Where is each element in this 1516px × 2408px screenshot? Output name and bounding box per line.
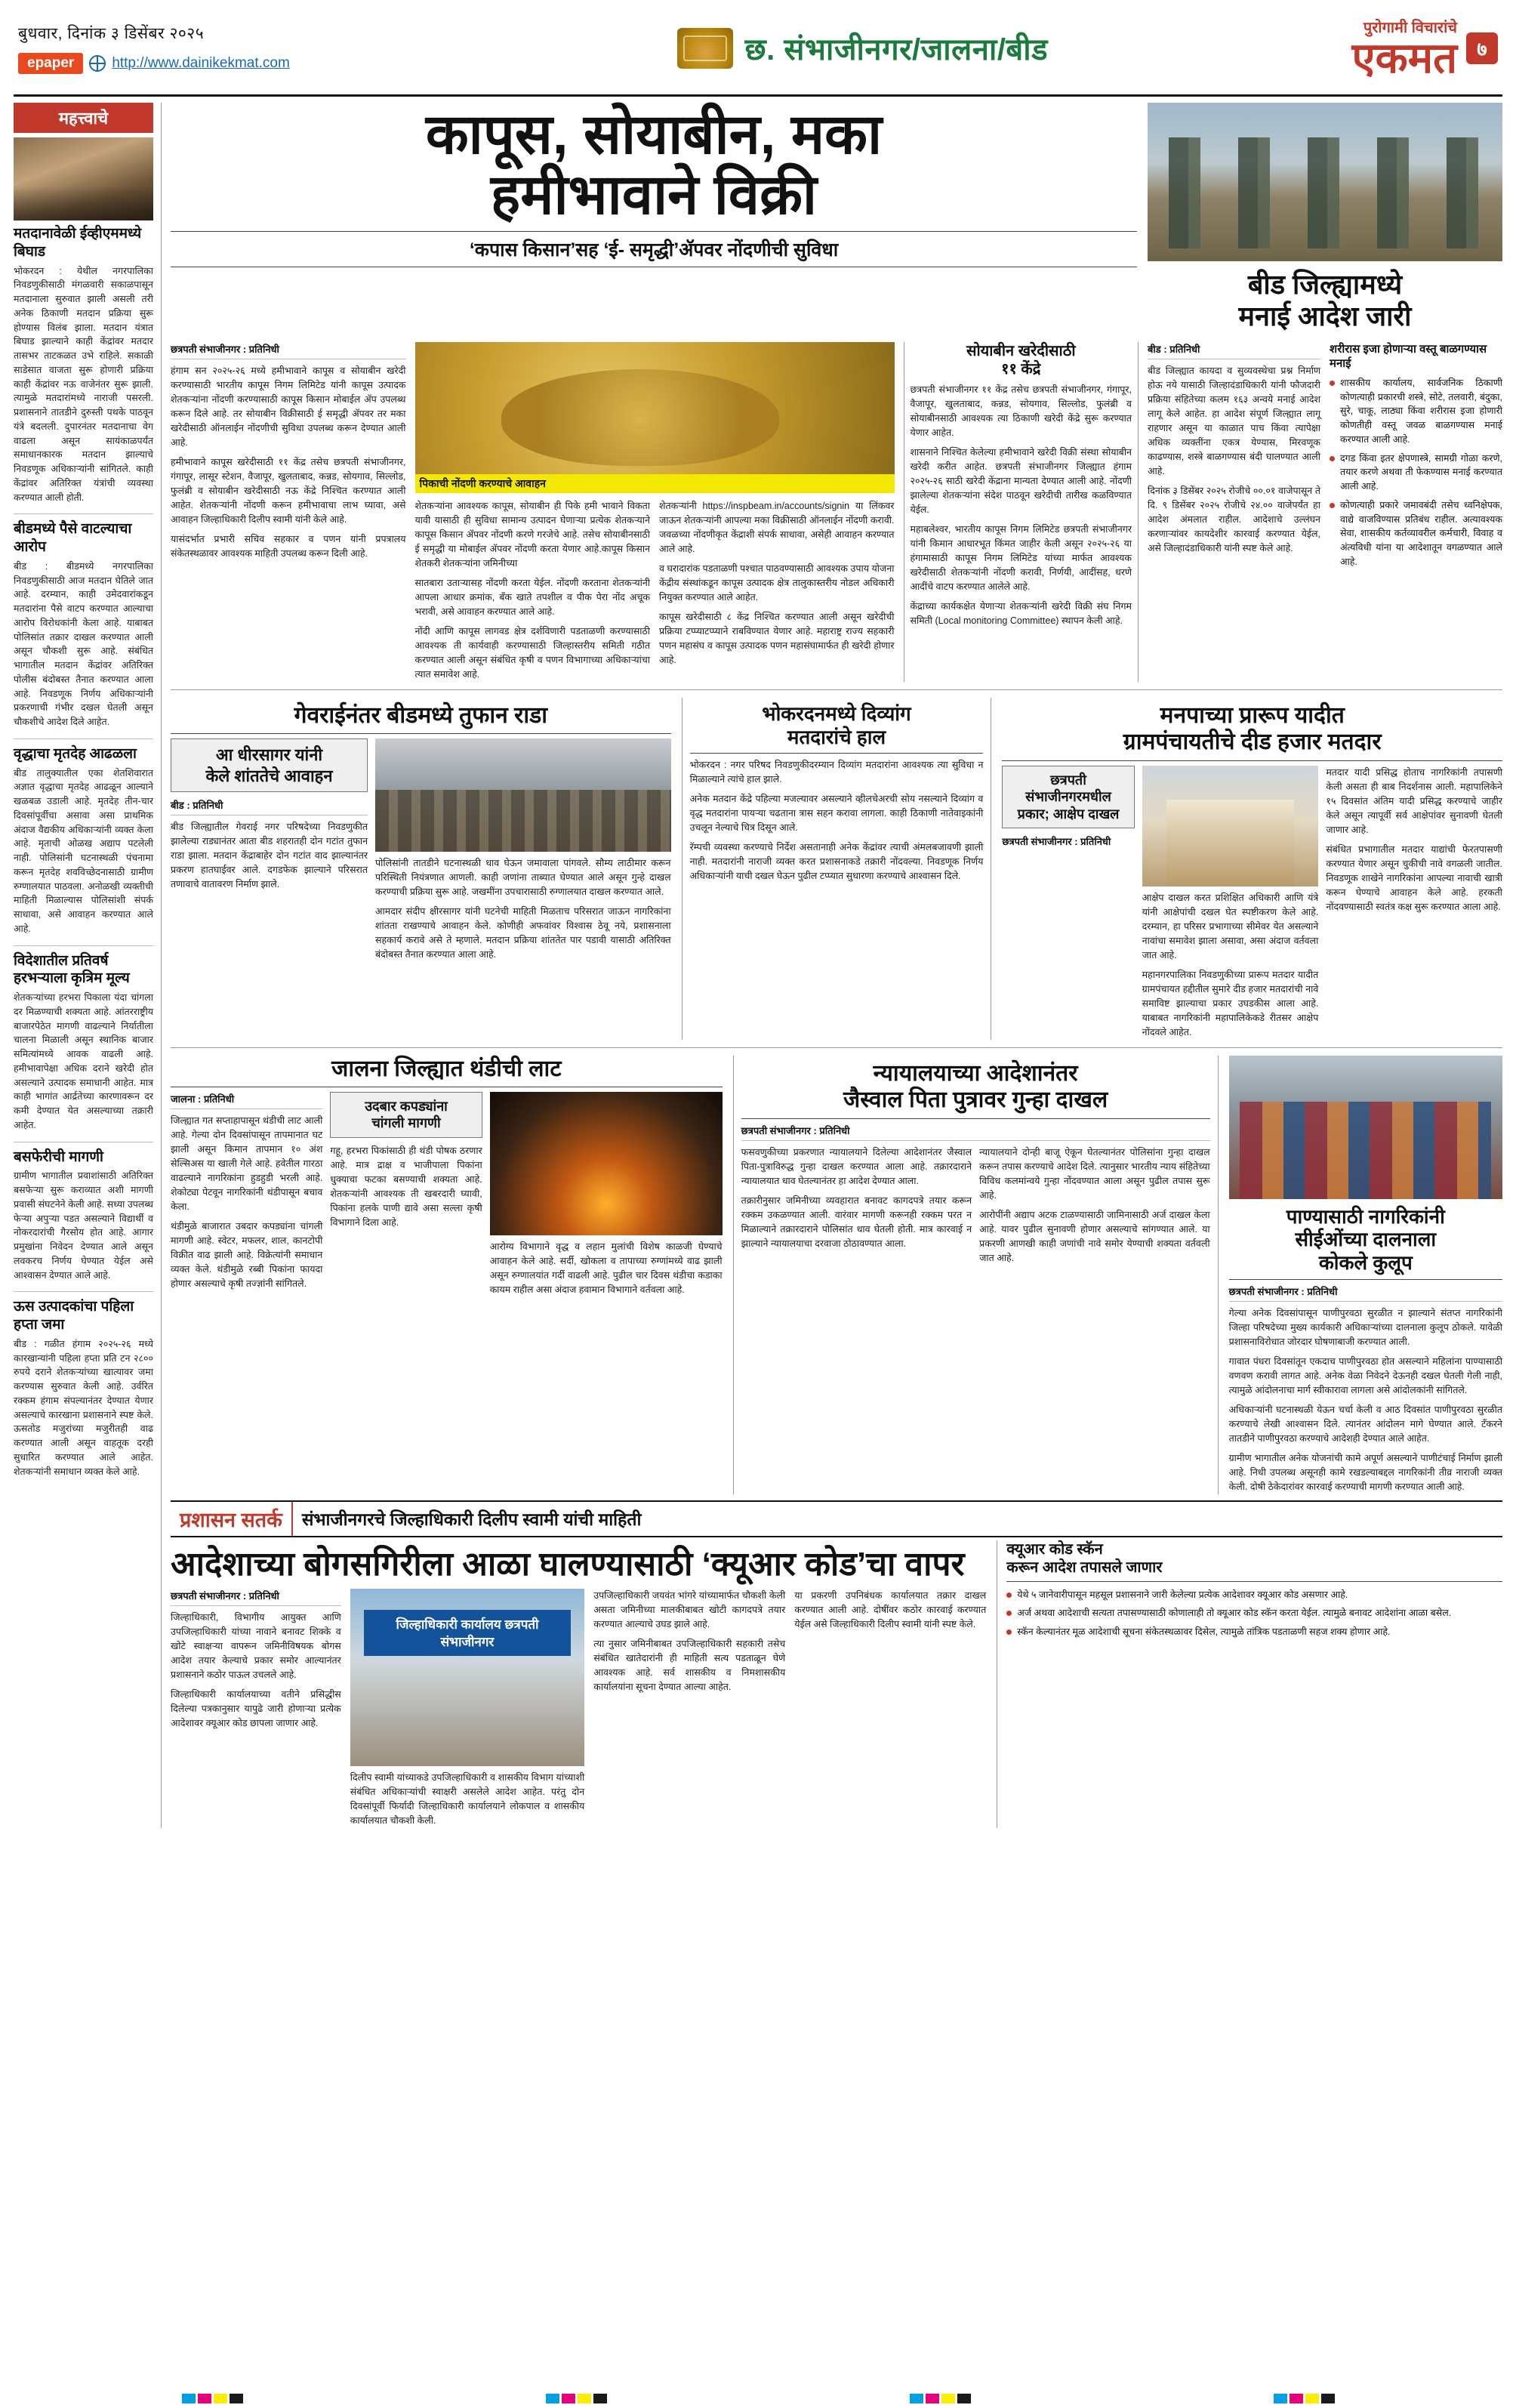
article-bhokardan — [682, 698, 992, 1040]
article-court-case — [733, 1056, 1219, 1494]
lead-col-2 — [415, 342, 895, 682]
qr-kicker-right: संभाजीनगरचे जिल्हाधिकारी दिलीप स्वामी यांची माहिती — [301, 1509, 642, 1529]
swatch-black — [230, 2394, 243, 2403]
swatch-yellow — [214, 2394, 227, 2403]
divider — [14, 513, 153, 514]
divider — [14, 1291, 153, 1292]
manpa-subbox-head — [1009, 772, 1127, 823]
lead-headline-line2: हमीभावाने विक्री — [490, 162, 818, 226]
paragraph: महानगरपालिका निवडणुकीच्या प्रारूप मतदार यादीत ग्रामपंचायत हद्दीतील सुमारे दीड हजार मतदारांची नावे समाविष्ट झाल्याचा प्रकार उघडकीस आला आहे. याबाबत नागरिकांनी महापालिकेकडे रीतसर आक्षेप नोंदवले आहेत. — [1142, 969, 1319, 1038]
qr-box-head — [1006, 1540, 1502, 1582]
bhokardan-headline — [690, 702, 984, 754]
swatch-group — [1274, 2394, 1335, 2403]
paragraph: यासंदर्भात प्रभारी सचिव सहकार व पणन यांनी प्रपत्रालय संकेतस्थळावर आवश्यक माहिती उपलब्ध करून दिली आहे. — [171, 533, 406, 559]
paragraph: सातबारा उताऱ्यासह नोंदणी करता येईल. नोंदणी करताना शेतकऱ्यांनी आपला आधार क्रमांक, बँक खाते तपशील व पीक पेरा नोंद अचूक भरावी, असे आवाहन करण्यात आले आहे. — [414, 577, 650, 617]
paragraph: छत्रपती संभाजीनगर ११ केंद्र तसेच छत्रपती संभाजीनगर, गंगापूर, वैजापूर, खुलताबाद, कन्नड, सोयगाव, सिल्लोड, फुलंब्री व सोयाबीनसाठी आवश्यक त्या ठिकाणी खरेदी केंद्रे सुरू करण्यात येणार आहेत. — [910, 384, 1132, 438]
court-byline: छत्रपती संभाजीनगर : प्रतिनिधी — [741, 1124, 850, 1136]
swatch-cyan — [910, 2394, 923, 2403]
divider — [741, 1140, 1210, 1141]
photo-caption: पिकाची नोंदणी करण्याचे आवाहन — [415, 474, 895, 493]
bhokardan-byline: भोकरदन : नगर परिषद निवडणुकीदरम्यान दिव्यांग मतदारांना आवश्यक त्या सुविधा न मिळाल्याने त्यांचे हाल झाले. — [689, 760, 984, 785]
riot-photo — [375, 738, 671, 852]
bhokardan-headline-line2: मतदारांचे हाल — [787, 725, 886, 748]
qr-headline: आदेशाच्या बोगसगिरीला आळा घालण्यासाठी ‘क्यूआर कोड’चा वापर — [171, 1545, 965, 1583]
paragraph: मतदार यादी प्रसिद्ध होताच नागरिकांनी तपासणी केली असता ही बाब निदर्शनास आली. महापालिकेने १५ दिवसांत अंतिम यादी प्रसिद्ध करण्याचे जाहीर केले असून त्यापूर्वी सर्व आक्षेपांवर सुनावणी घेतली जाणार आहे. — [1326, 766, 1502, 835]
paragraph: हंगाम सन २०२५-२६ मध्ये हमीभावाने कापूस व सोयाबीन खरेदी करण्यासाठी भारतीय कापूस निगम लिमिटेड यांनी कापूस उत्पादक शेतकऱ्यांना नोंदणी करण्यासाठी कापूस किसान मोबाईल ॲप उपलब्ध करून दिले आहे. तर सोयाबीन विक्रीसाठी ई समृद्धी ॲपवर तर मका खरेदीसाठी ऑनलाईन नोंदणीची सुविधा उपलब्ध करून देण्यात आली आहे. — [171, 365, 406, 448]
qr-box-head-line1: क्यूआर कोड स्कॅन — [1006, 1540, 1103, 1558]
water-headline-line1: पाण्यासाठी नागरिकांनी — [1286, 1204, 1445, 1228]
sidebar-item-text: बीड : बीडमध्ये नगरपालिका निवडणुकीसाठी आज मतदान घेतिले जात आहे. दरम्यान, काही उमेदवारांकडून मतदारांना पैसे वाटप करण्यात आल्याचा आरोप विरोधकांनी केला आहे. याबाबत पोलिसांत तक्रार दाखल करण्यात आली असून चौकशी सुरू आहे. संबंधित भागातील मतदान केंद्रांवर अतिरिक्त पोलीस बंदोबस्त तैनात करण्यात आला आहे. निवडणूक निर्णय अधिकाऱ्यांनी प्रकरणाची गंभीर दखल घेतली असून चौकशीचे आदेश दिले आहेत. — [14, 560, 153, 727]
sidebar-important-news — [14, 103, 162, 1828]
paragraph: गहू, हरभरा पिकांसाठी ही थंडी पोषक ठरणार आहे. मात्र द्राक्ष व भाजीपाला पिकांना धुक्याचा फटका बसण्याची शक्यता आहे. शेतकऱ्यांनी आवश्यक ती खबरदारी घ्यावी, पिकांना हलके पाणी द्यावे असा सल्ला कृषी विभागाने दिला आहे. — [330, 1145, 482, 1228]
paragraph: आमदार संदीप क्षीरसागर यांनी घटनेची माहिती मिळताच परिसरात जाऊन नागरिकांना शांतता राखण्याचे आवाहन केले. कोणीही अफवांवर विश्वास ठेवू नये, प्रशासनाला सहकार्य करावे असे ते म्हणाले. मतदान प्रक्रिया शांततेत पार पडावी यासाठी अतिरिक्त बंदोबस्त तैनात करण्यात आला आहे. — [375, 906, 671, 960]
sidebar-item-title: विदेशातील प्रतिवर्ष हरभऱ्याला कृत्रिम मूल्य — [14, 952, 130, 987]
beed-ban-headline-line1: बीड जिल्ह्यामध्ये — [1247, 269, 1403, 300]
paragraph: हमीभावाने कापूस खरेदीसाठी ११ केंद्र तसेच छत्रपती संभाजीनगर, गंगापूर, लासूर स्टेशन, वैजापूर, खुलताबाद, कन्नड, सोयगाव, सिल्लोड, फुलंब्री व सोयाबीन खरेदीसाठी नऊ केंद्रे निश्चित करण्यात आली आहेत. शेतकऱ्यांनी नोंदणी करून हमीभावाचा लाभ घ्यावा, असे आवाहन जिल्हाधिकारी दिलीप स्वामी यांनी केले आहे. — [171, 456, 406, 525]
tagline: पुरोगामी विचारांचे — [1363, 20, 1457, 36]
paragraph: नोंदी आणि कापूस लागवड क्षेत्र दर्शविणारी पडताळणी करण्यासाठी आवश्यक ती कार्यवाही करण्यासाठी जिल्हास्तरीय समिती गठीत करण्यात आली असून संबंधित कृषी व पणन विभागाच्या अधिकाऱ्यांचा त्यात समावेश आहे. — [414, 625, 650, 680]
swatch-group — [182, 2394, 243, 2403]
jalna-subbox — [330, 1092, 482, 1138]
swatch-cyan — [182, 2394, 196, 2403]
paragraph: व घरादारांक पडताळणी पश्चात पाठवण्यासाठी आवश्यक उपाय योजना केंद्रीय संस्थांकडून कापूस उत्पादक क्षेत्र तालुकास्तरीय नोडल अधिकारी नियुक्त करण्यात आले आहेत. — [659, 563, 895, 603]
article-beed-riot — [171, 698, 671, 1040]
police-photo — [1148, 103, 1502, 261]
divider — [171, 689, 1502, 690]
court-headline — [741, 1060, 1210, 1119]
paragraph: अनेक मतदान केंद्रे पहिल्या मजल्यावर असल्याने व्हीलचेअरची सोय नसल्याने दिव्यांग व वृद्ध मतदारांना पायऱ्या चढताना त्रास सहन करावा लागला. काही ठिकाणी नातेवाइकांनी उचलून नेल्याचे चित्र दिसून आले. — [689, 794, 984, 834]
swatch-group — [546, 2394, 607, 2403]
paragraph: तक्रारीनुसार जमिनीच्या व्यवहारात बनावट कागदपत्रे तयार करून रक्कम उकळण्यात आली. वारंवार मागणी करूनही रक्कम परत न मिळाल्याने तक्रारदाराने पोलिसांत धाव घेतली होती. मात्र कारवाई न झाल्याने न्यायालयाचा दरवाजा ठोठावण्यात आला. — [741, 1195, 972, 1249]
masthead — [14, 0, 1502, 97]
divider — [171, 1108, 322, 1109]
divider — [171, 815, 368, 816]
qr-box-head-line2: करून आदेश तपासले जाणार — [1006, 1559, 1163, 1576]
riot-subbox-line1: आ धीरसागर यांनी — [215, 745, 323, 765]
bhokardan-headline-line1: भोकरदनमध्ये दिव्यांग — [762, 701, 911, 725]
swatch-magenta — [562, 2394, 575, 2403]
qr-kicker-left: प्रशासन सतर्क — [171, 1502, 293, 1536]
article-water-protest — [1229, 1056, 1502, 1494]
paragraph: जिल्हाधिकारी कार्यालयाच्या वतीने प्रसिद्धीस दिलेल्या पत्रकानुसार यापुढे जारी होणाऱ्या प्रत्येक आदेशावर क्यूआर कोड छापला जाणार आहे. — [171, 1688, 341, 1728]
sidebar-item-text: शेतकऱ्यांच्या हरभरा पिकाला यंदा चांगला दर मिळण्याची शक्यता आहे. आंतरराष्ट्रीय बाजारपेठेत मागणी वाढल्याने निर्यातीला चालना मिळाली असून स्थानिक बाजार समित्यांमध्ये आवक वाढली आहे. हमीभावापेक्षा अधिक दराने खरेदी होत असल्याने उत्पादक समाधानी आहेत. मात्र काही भागांत आर्द्रतेच्या कारणावरून दर कमी देण्यात येत असल्याच्या तक्रारी आहेत. — [14, 992, 153, 1130]
edition-name: छ. संभाजीनगर/जालना/बीड — [744, 33, 1049, 66]
swatch-black — [957, 2394, 971, 2403]
manpa-subbox-line1: छत्रपती — [1050, 772, 1086, 788]
emblem-icon — [677, 28, 733, 69]
lead-subhead: ‘कपास किसान’सह ‘ई- समृद्धी’ॲपवर नोंदणीची सुविधा — [171, 231, 1137, 267]
swatch-black — [593, 2394, 607, 2403]
list-item[interactable] — [14, 520, 153, 729]
jalna-subbox-line1: उदबार कपड्यांना — [365, 1098, 448, 1114]
lead-body-row — [171, 342, 1502, 682]
jalna-headline: जालना जिल्ह्यात थंडीची लाट — [171, 1056, 723, 1087]
paragraph: फसवणुकीच्या प्रकरणात न्यायालयाने दिलेल्या आदेशानंतर जैस्वाल पिता-पुत्राविरुद्ध गुन्हा दाखल करण्यात आला आहे. तक्रारदाराने न्यायालयात धाव घेतल्यानंतर हा आदेश देण्यात आला. — [741, 1146, 972, 1186]
paragraph: जिल्हाधिकारी, विभागीय आयुक्त आणि उपजिल्हाधिकारी यांच्या नावाने बनावट शिक्के व खोटे स्वाक्षऱ्या वापरून जमिनीविषयक बोगस आदेश तयार केल्याचे प्रकार समोर आल्यानंतर प्रशासनाने कठोर पाऊल उचलले आहे. — [171, 1611, 341, 1680]
list-item: स्कॅन केल्यानंतर मूळ आदेशाची सूचना संकेतस्थळावर दिसेल, त्यामुळे तांत्रिक पडताळणी सहज शक्य होणार आहे. — [1006, 1625, 1502, 1639]
second-band — [171, 698, 1502, 1040]
police-photo-block — [1148, 103, 1502, 338]
sidebar-item-text: बीड तालुक्यातील एका शेतशिवारात अज्ञात वृद्धाचा मृतदेह आढळून आल्याने खळबळ उडाली आहे. मृतदेह तीन-चार दिवसांपूर्वीचा असावा असा प्राथमिक अंदाज वैद्यकीय अधिकाऱ्यांनी व्यक्त केला आहे. मृताची ओळख अद्याप पटलेली नाही. पोलिसांनी घटनास्थळी पंचनामा करून मृतदेह शवविच्छेदनासाठी ग्रामीण रुग्णालयात पाठवला. अनोळखी व्यक्तीची माहिती मिळाल्यास पोलिसांशी संपर्क साधावा, असे आवाहन करण्यात आले आहे. — [14, 767, 153, 934]
paragraph: गावात पंधरा दिवसांतून एकदाच पाणीपुरवठा होत असल्याने महिलांना पाण्यासाठी वणवण करावी लागत आहे. अनेक वेळा निवेदने देऊनही दखल घेतली गेली नाही, त्यामुळे आंदोलनाचा मार्ग स्वीकारावा लागला असे आंदोलकांनी सांगितले. — [1228, 1355, 1502, 1395]
paragraph: कापूस खरेदीसाठी ८ केंद्र निश्चित करण्यात आली असून खरेदीची प्रक्रिया टप्प्याटप्प्याने राबविण्यात येणार आहे. महाराष्ट्र राज्य सहकारी पणन महासंघ व कापूस उत्पादक पणन महासंघामार्फत ही खरेदी होणार आहे. — [659, 611, 895, 665]
lead-headline-block — [171, 103, 1137, 338]
paragraph: या प्रकरणी उपनिबंधक कार्यालयात तक्रार दाखल करण्यात आली आहे. दोषींवर कठोर कारवाई करण्यात येईल असे जिल्हाधिकारी दिलीप स्वामी यांनी स्पष्ट केले. — [794, 1589, 987, 1629]
court-headline-line2: जैस्वाल पिता पुत्रावर गुन्हा दाखल — [843, 1087, 1108, 1113]
divider — [171, 1605, 341, 1606]
article-jalna-cold — [171, 1056, 723, 1494]
manpa-subbox-line2: संभाजीनगरमधील — [1025, 789, 1111, 805]
list-item: अर्ज अथवा आदेशाची सत्यता तपासण्यासाठी कोणालाही तो क्यूआर कोड स्कॅन करता येईल. त्यामुळे बनावट आदेशांना आळा बसेल. — [1006, 1606, 1502, 1620]
beed-ban-headline — [1148, 269, 1502, 333]
swatch-magenta — [926, 2394, 939, 2403]
qr-band — [171, 1540, 1502, 1828]
list-item[interactable] — [14, 745, 153, 936]
court-headline-line1: न्यायालयाच्या आदेशानंतर — [873, 1060, 1078, 1086]
water-headline — [1229, 1205, 1502, 1280]
paragraph: शेतकऱ्यांना आवश्यक कापूस, सोयाबीन ही पिके हमी भावाने विकता यावी यासाठी ही सुविधा सामान्य उत्पादन घेणाऱ्या प्रत्येक शेतकऱ्याने कापूस किसान ॲपवर नोंदणी करणे गरजेचे आहे. तसेच सोयाबीनसाठी ई समृद्धी या मोबाईल ॲपवर नोंदणी करता येणार आहे.कापूस किसान शेतकरी शेतकऱ्यांना जमिनीच्या — [414, 500, 650, 569]
list-item[interactable] — [14, 1298, 153, 1478]
paragraph: दिनांक ३ डिसेंबर २०२५ रोजीचे ००.०१ वाजेपासून ते दि. ९ डिसेंबर २०२५ रोजीचे २४.०० वाजेपर्यंत हा आदेश अंमलात राहील. आदेशाचे उल्लंघन करणाऱ्यांवर कायदेशीर कारवाई करण्यात येईल, असे जिल्हादंडाधिकारी यांनी स्पष्ट केले आहे. — [1148, 485, 1320, 553]
water-headline-line3: कोकले कुलूप — [1318, 1251, 1413, 1275]
riot-subbox-head — [177, 745, 361, 786]
divider — [1229, 1301, 1502, 1302]
top-row — [171, 103, 1502, 338]
paragraph: न्यायालयाने दोन्ही बाजू ऐकून घेतल्यानंतर पोलिसांना गुन्हा दाखल करून तपास करण्याचे आदेश दिले. त्यानुसार भारतीय न्याय संहितेच्या विविध कलमांन्वये गुन्हा नोंदवण्यात आला असून पुढील तपास सुरू आहे. — [979, 1146, 1210, 1201]
paragraph: आक्षेप दाखल करत प्रशिक्षित अधिकारी आणि यंत्रे यांनी आक्षेपांची दखल घेत स्पष्टीकरण केले आहे. दरम्यान, हा परिसर प्रभागाच्या सीमेवर येत असल्याने नावांचा समावेश झाला असावा, असा अंदाज वर्तवला जात आहे. — [1142, 892, 1319, 960]
swatch-yellow — [578, 2394, 591, 2403]
paragraph: संबंधित प्रभागातील मतदार याद्यांची फेरतपासणी करण्यात येणार असून चुकीची नावे वगळली जातील. निवडणूक शाखेने नागरिकांना आपल्या नावाची खात्री करून घेण्याचे आवाहन केले आहे. हरकती नोंदवण्यासाठी स्वतंत्र कक्ष सुरू करण्यात आला आहे. — [1326, 843, 1502, 912]
sidebar-item-text: ग्रामीण भागातील प्रवाशांसाठी अतिरिक्त बसफेऱ्या सुरू कराव्यात अशी मागणी प्रवासी संघटनेने केली आहे. सध्या उपलब्ध फेऱ्या अपुऱ्या पडत असल्याने विद्यार्थी व नोकरदारांची गैरसोय होत आहे. आगार प्रमुखांना निवेदन देण्यात आले असून लवकरच निर्णय घेण्यात येईल असे आश्वासन देण्यात आले आहे. — [14, 1170, 153, 1281]
page-number: ७ — [1466, 32, 1498, 64]
riot-byline: बीड : प्रतिनिधी — [171, 800, 223, 812]
divider — [14, 738, 153, 739]
sidebar-item-title: बीडमध्ये पैसे वाटल्याचा आरोप — [14, 521, 132, 555]
divider — [14, 945, 153, 946]
paragraph: आरोपींनी अद्याप अटक टाळण्यासाठी जामिनासाठी अर्ज दाखल केला आहे. यावर पुढील सुनावणी होणार असल्याचे सांगण्यात आले. या प्रकरणी आणखी काही जणांची नावे समोर येण्याची शक्यता वर्तवली जात आहे. — [979, 1209, 1210, 1263]
sidebar-item-title: वृद्धाचा मृतदेह आढळला — [14, 745, 137, 762]
list-item: दगड किंवा इतर क्षेपणास्त्रे, सामग्री गोळा करणे, तयार करणे अथवा ती फेकण्यास मनाई करण्यात आली आहे. — [1330, 452, 1502, 494]
paragraph: आरोग्य विभागाने वृद्ध व लहान मुलांची विशेष काळजी घेण्याचे आवाहन केले आहे. सर्दी, खोकला व तापाच्या रुग्णांमध्ये वाढ झाली असून रुग्णालयांत गर्दी वाढली आहे. पुढील चार दिवस थंडीचा कडाका कायम राहील असा अंदाज हवामान विभागाने वर्तवला आहे. — [489, 1241, 723, 1295]
manpa-subbox-line3: प्रकार; आक्षेप दाखल — [1017, 806, 1120, 822]
sidebar-header: महत्त्वाचे — [14, 103, 153, 133]
swatch-yellow — [1305, 2394, 1319, 2403]
manpa-subbox — [1002, 766, 1134, 829]
office-board-text: जिल्हाधिकारी कार्यालय छत्रपती संभाजीनगर — [364, 1610, 570, 1656]
paragraph: गेल्या अनेक दिवसांपासून पाणीपुरवठा सुरळीत न झाल्याने संतप्त नागरिकांनी जिल्हा परिषदेच्या मुख्य कार्यकारी अधिकाऱ्यांच्या दालनाला कुलूप ठोकले. यावेळी प्रशासनाविरोधात जोरदार घोषणाबाजी करण्यात आली. — [1228, 1307, 1502, 1347]
lead-byline: छत्रपती संभाजीनगर : प्रतिनिधी — [171, 343, 279, 355]
paragraph: शासनाने निश्चित केलेल्या हमीभावाने खरेदी विक्री संस्था सोयाबीन खरेदी करीत आहेत. छत्रपती संभाजीनगर जिल्ह्यात हंगाम २०२५-२६ साठी खरेदी केंद्राना मान्यता देण्यात आली आहे. नोंदणी झालेल्या शेतकऱ्यांना संदेश पाठवून खरेदीची तारीख कळविण्यात येईल. — [910, 446, 1132, 515]
swatch-black — [1321, 2394, 1335, 2403]
epaper-badge: epaper — [18, 53, 83, 74]
sidebar-item-title: ऊस उत्पादकांचा पहिला हप्ता जमा — [14, 1299, 134, 1333]
masthead-left — [18, 23, 373, 74]
article-manpa — [1002, 698, 1502, 1040]
color-registration-bar — [0, 2394, 1516, 2403]
beed-ban-bullets — [1330, 376, 1502, 569]
soybean-photo — [415, 342, 895, 493]
manpa-headline-line2: ग्रामपंचायतीचे दीड हजार मतदार — [1123, 729, 1382, 755]
manpa-byline: छत्रपती संभाजीनगर : प्रतिनिधी — [1002, 836, 1111, 848]
lead-col-1 — [171, 342, 406, 682]
page-body — [14, 103, 1502, 1828]
swatch-yellow — [941, 2394, 955, 2403]
beed-ban-subhead: शरीरास इजा होणाऱ्या वस्तू बाळगण्यास मनाई — [1330, 342, 1487, 371]
qr-kicker — [171, 1500, 1502, 1537]
soybean-box-head-line1: सोयाबीन खरेदीसाठी — [966, 342, 1076, 359]
swatch-magenta — [1290, 2394, 1303, 2403]
swatch-cyan — [546, 2394, 559, 2403]
water-headline-line2: सीईओंच्या दालनाला — [1295, 1228, 1437, 1251]
sidebar-item-title: बसफेरीची मागणी — [14, 1149, 103, 1165]
paragraph: केंद्राच्या कार्यकक्षेत येणाऱ्या शेतकऱ्यांनी खरेदी विक्री संघ निगम समिती (Local monitoring Committee) स्थापन केली आहे. — [910, 600, 1132, 626]
paragraph: ग्रामीण भागातील अनेक योजनांची कामे अपूर्ण असल्याने पाणीटंचाई निर्माण झाली आहे. निधी उपलब्ध असूनही कामे रखडल्याबद्दल नागरिकांनी तीव्र नाराजी व्यक्त केली. दोषी ठेकेदारांवर कारवाई करण्याची मागणी करण्यात आली आहे. — [1228, 1452, 1502, 1492]
beed-ban-byline: बीड : प्रतिनिधी — [1148, 343, 1200, 355]
beed-riot-headline: गेवराईनंतर बीडमध्ये तुफान राडा — [171, 702, 671, 734]
sidebar-item-title: मतदानावेळी ईव्हीएममध्ये बिघाड — [14, 226, 142, 260]
women-protest-photo — [1229, 1056, 1502, 1199]
list-item: शासकीय कार्यालय, सार्वजनिक ठिकाणी कोणत्याही प्रकारची शस्त्रे, सोटे, तलवारी, बंदुका, सुरे, चाकू, लाठ्या किंवा शरीरास इजा होणारी कोणतीही वस्तू जवळ बाळगण्यास मनाई करण्यात आली आहे. — [1330, 376, 1502, 447]
jalna-subbox-line2: चांगली मागणी — [371, 1115, 441, 1131]
masthead-center — [373, 27, 1352, 69]
date-line: बुधवार, दिनांक ३ डिसेंबर २०२५ — [18, 24, 205, 42]
qr-box — [997, 1540, 1502, 1828]
masthead-right — [1351, 17, 1498, 82]
paragraph: उपजिल्हाधिकारी जयवंत भांगरे यांच्यामार्फत चौकशी केली असता जमिनीच्या मालकीबाबत खोटी कागदपत्रे तयार करण्यात आल्याचे उघड झाले आहे. — [593, 1589, 786, 1629]
jalna-byline: जालना : प्रतिनिधी — [171, 1093, 235, 1105]
collector-office-photo — [350, 1589, 584, 1766]
sidebar-item-text: बीड : गळीत हंगाम २०२५-२६ मध्ये कारखान्यांनी पहिला हप्ता प्रति टन २८०० रुपये दराने शेतकऱ्यांच्या खात्यावर जमा करण्यास सुरुवात केली आहे. उर्वरित रक्कम हंगाम संपल्यानंतर देण्यात येणार असल्याचे कारखाना प्रशासनाने स्पष्ट केले. ऊसतोड मजुरांच्या मजुरीतही वाढ करण्यात आली असून वाहतूक दरही सुधारित करण्यात आले आहेत. शेतकऱ्यांनी समाधान व्यक्त केले आहे. — [14, 1338, 153, 1477]
third-band — [171, 1056, 1502, 1494]
page-title — [171, 104, 1137, 225]
paragraph: शेतकऱ्यांनी https://inspbeam.in/accounts/signin या लिंकवर जाऊन शेतकऱ्यांनी आपल्या मका विक्रीसाठी ऑनलाईन नोंदणी करावी. जवळच्या नोंदणीकृत केंद्राशी संपर्क साधावा, असेही आवाहन करण्यात आले आहे. — [659, 500, 895, 554]
epaper-link-group[interactable] — [18, 53, 373, 74]
paragraph: त्या नुसार जमिनीबाबत उपजिल्हाधिकारी सहकारी तसेच संबंधित खातेदारांनी ही माहिती सत्य पडताळून घेणे आवश्यक आहे. सर्व शासकीय व निमशासकीय कार्यालयांना सूचना देण्यात आल्या आहेत. — [593, 1638, 786, 1692]
swatch-group — [910, 2394, 971, 2403]
soybean-box-head-line2: ११ केंद्रे — [1001, 360, 1041, 378]
divider — [171, 1047, 1502, 1048]
list-item[interactable] — [14, 1149, 153, 1283]
lead-col-2-inner — [415, 499, 895, 682]
bonfire-photo — [490, 1092, 723, 1235]
soybean-box-head — [911, 342, 1132, 378]
riot-subbox-line2: केले शांततेचे आवाहन — [205, 766, 333, 785]
main-content — [171, 103, 1502, 1828]
manpa-photo — [1142, 766, 1319, 886]
water-byline: छत्रपती संभाजीनगर : प्रतिनिधी — [1228, 1285, 1338, 1297]
list-item[interactable] — [14, 952, 153, 1133]
swatch-cyan — [1274, 2394, 1287, 2403]
paragraph: बीड जिल्ह्यात कायदा व सुव्यवस्थेचा प्रश्न निर्माण होऊ नये यासाठी जिल्हादंडाधिकारी यांनी फौजदारी प्रक्रिया संहितेच्या कलम १६३ अन्वये मनाई आदेश लागू केले आहेत. हा आदेश संपूर्ण जिल्ह्यात लागू राहणार असून या काळात पाच किंवा त्यापेक्षा अधिक व्यक्तींना एकत्र येण्यास, मिरवणूक काढण्यास, शस्त्रे बाळगण्यास बंदी घालण्यात आली आहे. — [1148, 365, 1320, 476]
list-item: कोणत्याही प्रकारे जमावबंदी तसेच ध्वनिक्षेपक, वाद्ये वाजविण्यास प्रतिबंध राहील. अत्यावश्यक सेवा, शासकीय कर्तव्यावरील कर्मचारी, विवाह व अंत्यविधी यांना या आदेशातून वगळण्यात आले आहे. — [1330, 498, 1502, 569]
soybean-box-col — [904, 342, 1139, 682]
globe-icon — [89, 55, 106, 72]
swatch-magenta — [198, 2394, 211, 2403]
paragraph: पोलिसांनी तातडीने घटनास्थळी धाव घेऊन जमावाला पांगवले. सौम्य लाठीमार करून परिस्थिती नियंत्रणात आणली. काही जणांना ताब्यात घेण्यात आले असून गुन्हे दाखल करण्याची प्रक्रिया सुरू आहे. जखमींना उपचारासाठी रुग्णालयात दाखल करण्यात आले. — [375, 858, 671, 898]
paragraph: दिलीप स्वामी यांच्याकडे उपजिल्हाधिकारी व शासकीय विभाग यांच्याशी संबंधित अधिकाऱ्यांची स्वाक्षरी असलेले आदेश आहेत. परंतु दोन दिवसांपूर्वी फिर्यादी जिल्हाधिकारी कार्यालयाने लोकपाल व शासकीय कार्यालयात चौकशी केली. — [350, 1771, 585, 1826]
paragraph: महाबलेश्वर, भारतीय कापूस निगम लिमिटेड छत्रपती संभाजीनगर यांनी किमान आधारभूत किंमत जाहीर केली असून २०२५-२६ या हंगामासाठी कापूस निगम लिमिटेड यांच्या मार्फत आवश्यक खरेदीसाठी शेतकऱ्यांनी नोंदणी करावी, निर्णयी, आदींसह, धरणे आदींचे वाटप करण्यात आलेले आहे. — [910, 523, 1132, 592]
paragraph: अधिकाऱ्यांनी घटनास्थळी येऊन चर्चा केली व आठ दिवसांत पाणीपुरवठा सुरळीत करण्याचे लेखी आश्वासन दिले. त्यानंतर आंदोलन मागे घेण्यात आले. टँकरने तातडीने पाणीपुरवठा करण्याचे आदेशही देण्यात आले आहेत. — [1228, 1404, 1502, 1444]
manpa-headline — [1002, 702, 1502, 761]
paragraph: रॅम्पची व्यवस्था करण्याचे निर्देश असतानाही अनेक केंद्रांवर त्याची अंमलबजावणी झाली नाही. मतदारांनी नाराजी व्यक्त करत प्रशासनाकडे तक्रारी नोंदवल्या. निवडणूक निर्णय अधिकाऱ्यांनी याची दखल घेऊन पुढील टप्प्यात सुधारणा करण्याचे आश्वासन दिले. — [689, 842, 984, 882]
article-qr-code — [171, 1540, 986, 1828]
qr-box-bullets — [1006, 1588, 1502, 1639]
qr-byline: छत्रपती संभाजीनगर : प्रतिनिधी — [171, 1589, 279, 1602]
beed-ban-headline-line2: मनाई आदेश जारी — [1238, 301, 1412, 332]
sidebar-item-text: भोकरदन : येथील नगरपालिका निवडणुकीसाठी मंगळवारी सकाळपासून मतदानाला सुरुवात झाली असली तरी अनेक ठिकाणी मतदान प्रक्रिया सुरू होण्यास विलंब झाला. मतदान यंत्रात बिघाड झाल्याने काही केंद्रांवर मतदार तासभर ताटकळत उभे राहिले. सकाळी साडेसात वाजता सुरू होणारी प्रक्रिया काही केंद्रांवर नऊ वाजेनंतर सुरू झाली. त्यामुळे मतदारांमध्ये नाराजी पसरली. प्रशासनाने तातडीने दुरुस्ती पथके पाठवून यंत्रे बदलली. दुपारनंतर मतदानाचा वेग वाढला असून सायंकाळपर्यंत समाधानकारक मतदान झाल्याचे निवडणूक अधिकाऱ्यांनी सांगितले. काही केंद्रांवर अतिरिक्त यंत्रांची व्यवस्था करण्यात आली होती. — [14, 265, 153, 503]
sidebar-photo — [14, 137, 153, 220]
website-url[interactable]: http://www.dainikekmat.com — [112, 54, 290, 71]
lead-headline-line1: कापूस, सोयाबीन, मका — [425, 103, 883, 165]
paragraph: थंडीमुळे बाजारात उबदार कपड्यांना चांगली मागणी आहे. स्वेटर, मफलर, शाल, कानटोपी विक्रीत वाढ झाली आहे. विक्रेत्यांनी समाधान व्यक्त केले. थंडीमुळे रब्बी पिकांना फायदा होणार असल्याचे कृषी तज्ज्ञांनी सांगितले. — [171, 1220, 323, 1289]
riot-subbox — [171, 738, 368, 792]
jalna-subbox-head — [337, 1098, 475, 1132]
paragraph: जिल्ह्यात गत सप्ताहापासून थंडीची लाट आली आहे. गेल्या दोन दिवसांपासून तापमानात घट झाली असून किमान तापमान १० अंश सेल्सिअस या खाली गेले आहे. हवेतील गारठा वाढल्याने नागरिकांना हुडहुडी भरली आहे. शेकोट्या पेटवून नागरिकांनी थंडीपासून बचाव केला. — [171, 1115, 323, 1212]
manpa-headline-line1: मनपाच्या प्रारूप यादीत — [1160, 702, 1345, 728]
list-item: येथे ५ जानेवारीपासून महसूल प्रशासनाने जारी केलेल्या प्रत्येक आदेशावर क्यूआर कोड असणार आहे. — [1006, 1588, 1502, 1602]
paragraph: बीड जिल्ह्यातील गेवराई नगर परिषदेच्या निवडणुकीत झालेल्या राड्यानंतर आता बीड शहरातही दोन गटांत तुफान राडा झाला. मतदान केंद्राबाहेर दोन गटांत वाद झाल्यानंतर प्रकरण हातघाईवर आले. दगडफेक झाल्याने परिसरात तणावाचे वातावरण निर्माण झाले. — [171, 822, 368, 890]
list-item[interactable] — [14, 225, 153, 504]
beed-ban-col — [1148, 342, 1502, 682]
paper-logo: एकमत — [1351, 34, 1457, 82]
